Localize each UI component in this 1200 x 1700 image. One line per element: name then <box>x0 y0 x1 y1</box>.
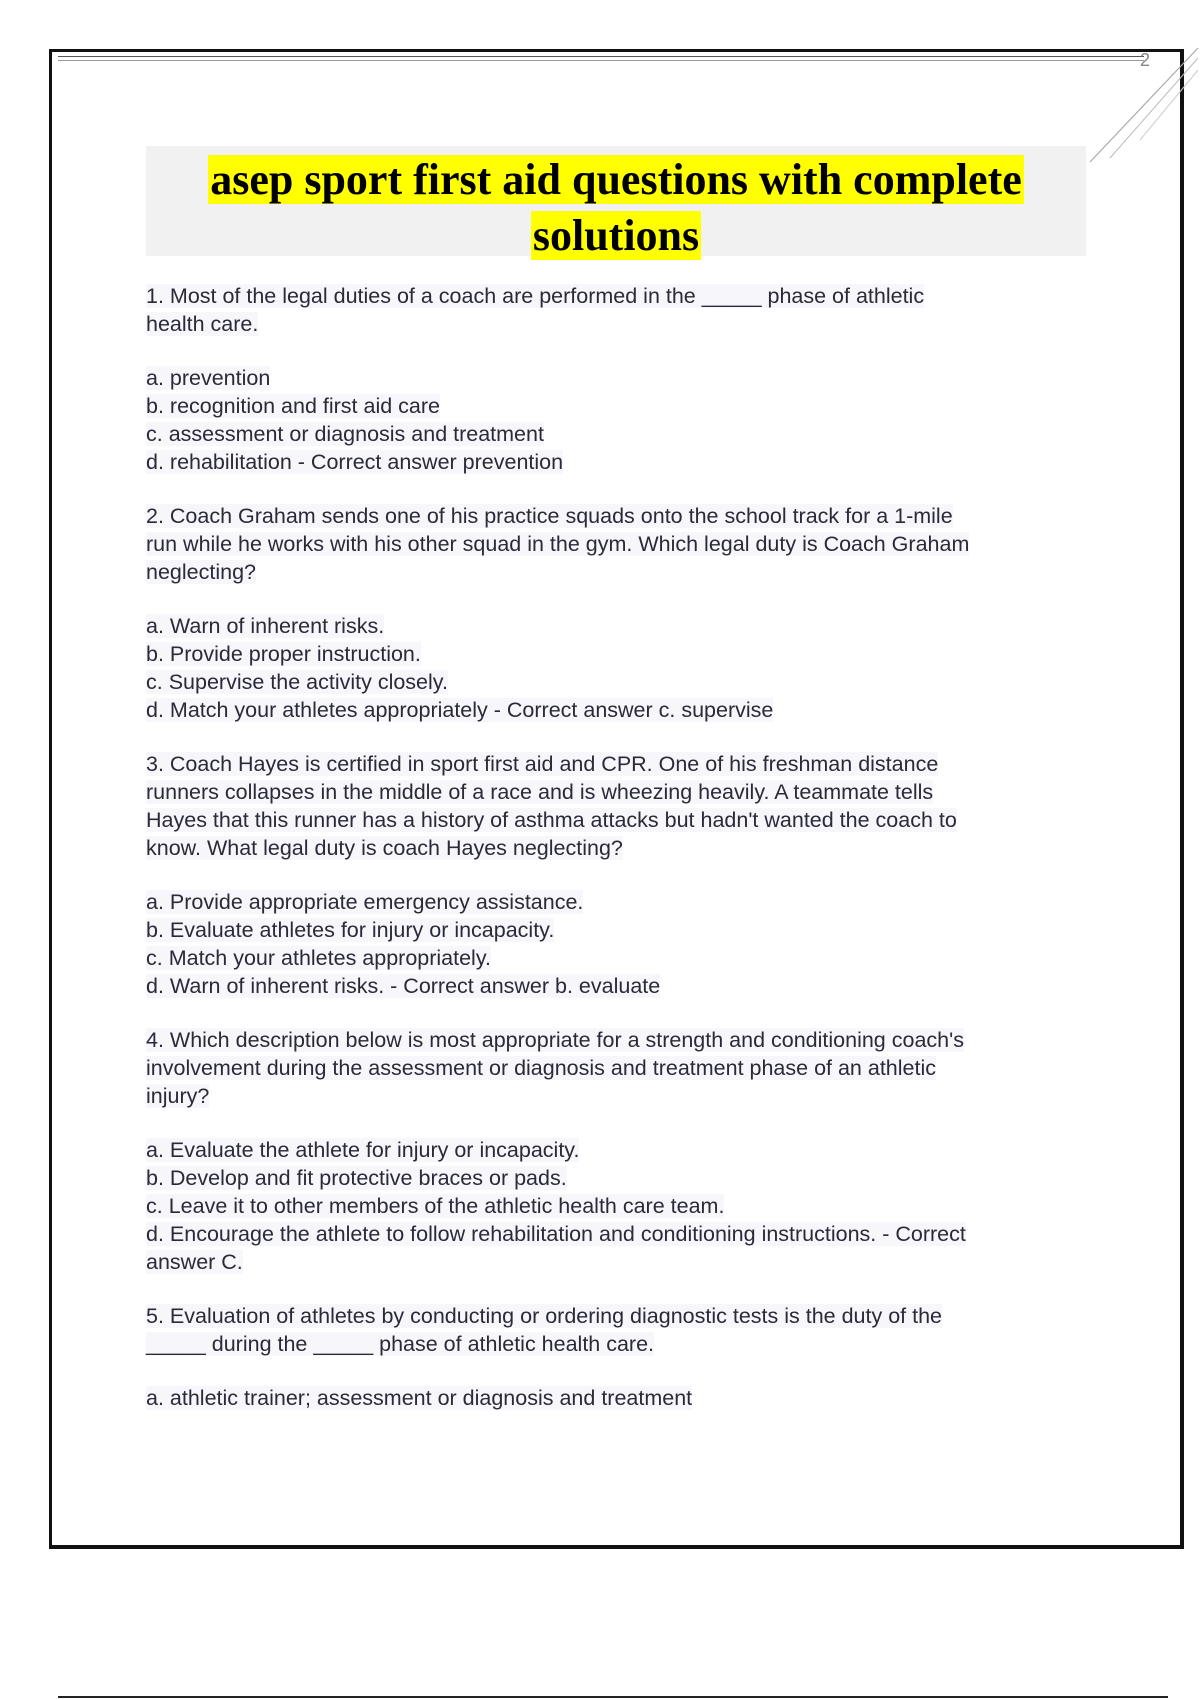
question-line: injury? <box>146 1084 210 1108</box>
page-number: 2 <box>1140 50 1151 70</box>
question-stem <box>146 282 1076 338</box>
question-line: 5. Evaluation of athletes by conducting or ordering diagnostic tests is the duty of the <box>146 1304 942 1328</box>
answer-option: c. Supervise the activity closely. <box>146 670 448 694</box>
answer-option: a. Provide appropriate emergency assistance. <box>146 890 584 914</box>
questions-list <box>146 282 1076 1438</box>
answer-option: b. recognition and first aid care <box>146 394 440 418</box>
question-line: run while he works with his other squad in the gym. Which legal duty is Coach Graham <box>146 532 970 556</box>
question-line: _____ during the _____ phase of athletic health care. <box>146 1332 655 1356</box>
answer-option: a. Evaluate the athlete for injury or incapacity. <box>146 1138 580 1162</box>
answer-option: a. prevention <box>146 366 271 390</box>
answer-option: d. rehabilitation - Correct answer prevention <box>146 450 564 474</box>
question-line: health care. <box>146 312 259 336</box>
question-stem <box>146 1026 1076 1110</box>
answer-options <box>146 1136 1076 1276</box>
title-line-1: asep sport first aid questions with complete <box>210 155 1022 204</box>
answer-options <box>146 1384 1076 1412</box>
answer-option: a. Warn of inherent risks. <box>146 614 385 638</box>
header-rule <box>58 56 1144 57</box>
bottom-rule <box>58 1696 1168 1698</box>
answer-option: d. Encourage the athlete to follow rehabilitation and conditioning instructions. - Correct <box>146 1222 966 1246</box>
question-stem <box>146 502 1076 586</box>
header-rule-secondary <box>58 60 1144 61</box>
question-line: 3. Coach Hayes is certified in sport first aid and CPR. One of his freshman distance <box>146 752 939 776</box>
question-line: Hayes that this runner has a history of asthma attacks but hadn't wanted the coach to <box>146 808 957 832</box>
document-title-box <box>146 146 1086 260</box>
answer-options <box>146 612 1076 724</box>
answer-options <box>146 888 1076 1000</box>
title-line-2: solutions <box>532 211 700 260</box>
question-line: 1. Most of the legal duties of a coach are performed in the _____ phase of athletic <box>146 284 925 308</box>
question-line: 2. Coach Graham sends one of his practice squads onto the school track for a 1-mile <box>146 504 953 528</box>
answer-option: a. athletic trainer; assessment or diagnosis and treatment <box>146 1386 693 1410</box>
answer-option: c. Match your athletes appropriately. <box>146 946 491 970</box>
question-line: know. What legal duty is coach Hayes neglecting? <box>146 836 623 860</box>
question-stem <box>146 1302 1076 1358</box>
answer-option: b. Develop and fit protective braces or pads. <box>146 1166 567 1190</box>
answer-option: c. Leave it to other members of the athletic health care team. <box>146 1194 725 1218</box>
answer-option: b. Evaluate athletes for injury or incapacity. <box>146 918 555 942</box>
question-line: involvement during the assessment or diagnosis and treatment phase of an athletic <box>146 1056 936 1080</box>
answer-option: answer C. <box>146 1250 243 1274</box>
corner-decoration-icon <box>1080 40 1200 170</box>
answer-option: d. Match your athletes appropriately - Correct answer c. supervise <box>146 698 774 722</box>
answer-option: d. Warn of inherent risks. - Correct answer b. evaluate <box>146 974 661 998</box>
document-title <box>146 152 1086 264</box>
question-stem <box>146 750 1076 862</box>
answer-options <box>146 364 1076 476</box>
question-line: 4. Which description below is most appropriate for a strength and conditioning coach's <box>146 1028 964 1052</box>
question-line: neglecting? <box>146 560 256 584</box>
answer-option: b. Provide proper instruction. <box>146 642 421 666</box>
question-line: runners collapses in the middle of a race and is wheezing heavily. A teammate tells <box>146 780 934 804</box>
answer-option: c. assessment or diagnosis and treatment <box>146 422 544 446</box>
